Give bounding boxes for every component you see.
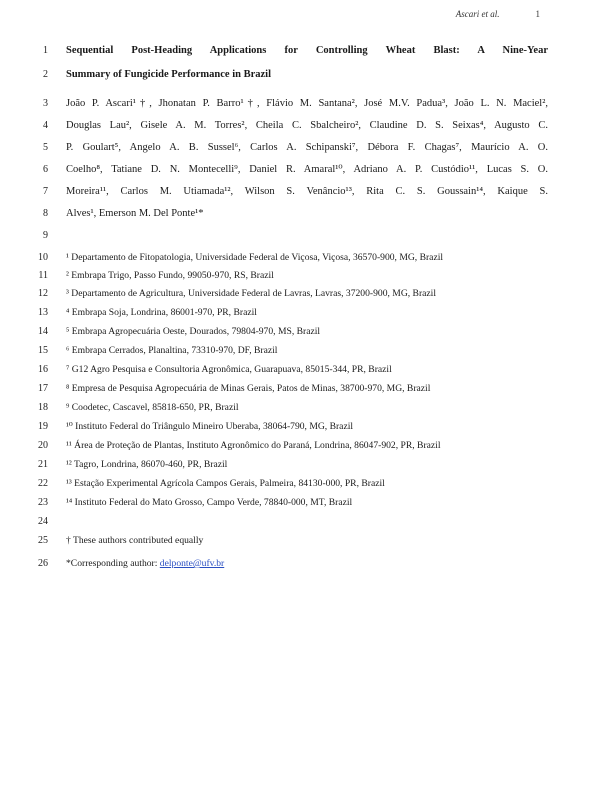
line-text: Douglas Lau², Gisele A. M. Torres², Cheila C. Sbalcheiro², Claudine D. S. Seixas⁴, Augusto C. xyxy=(66,120,548,131)
manuscript-line xyxy=(0,476,600,492)
manuscript-line xyxy=(0,533,600,549)
manuscript-line xyxy=(0,556,600,572)
line-text: ¹⁰ Instituto Federal do Triângulo Mineiro Uberaba, 38064-790, MG, Brazil xyxy=(66,421,354,432)
line-text: ⁷ G12 Agro Pesquisa e Consultoria Agronômica, Guarapuava, 85015-344, PR, Brazil xyxy=(66,364,392,375)
line-number: 18 xyxy=(38,402,48,413)
line-text: ¹ Departamento de Fitopatologia, Universidade Federal de Viçosa, Viçosa, 36570-900, MG, Brazil xyxy=(66,252,444,263)
line-text: ⁵ Embrapa Agropecuária Oeste, Dourados, 79804-970, MS, Brazil xyxy=(66,326,321,337)
line-number: 20 xyxy=(38,440,48,451)
line-number: 16 xyxy=(38,364,48,375)
manuscript-line xyxy=(0,67,600,83)
line-number: 10 xyxy=(38,252,48,263)
manuscript-line xyxy=(0,381,600,397)
line-text: ¹² Tagro, Londrina, 86070-460, PR, Brazil xyxy=(66,459,228,470)
manuscript-line xyxy=(0,324,600,340)
manuscript-line xyxy=(0,184,600,200)
line-number: 17 xyxy=(38,383,48,394)
line-number: 7 xyxy=(43,186,48,197)
line-text: ⁹ Coodetec, Cascavel, 85818-650, PR, Brazil xyxy=(66,402,239,413)
line-number: 23 xyxy=(38,497,48,508)
line-text: P. Goulart⁵, Angelo A. B. Sussel⁶, Carlos A. Schipanski⁷, Débora F. Chagas⁷, Maurício A. O. xyxy=(66,142,548,153)
line-text: ³ Departamento de Agricultura, Universidade Federal de Lavras, Lavras, 37200-900, MG, Brazil xyxy=(66,288,436,299)
line-number: 3 xyxy=(43,98,48,109)
manuscript-line xyxy=(0,438,600,454)
manuscript-line xyxy=(0,162,600,178)
line-number: 26 xyxy=(38,558,48,569)
manuscript-line xyxy=(0,457,600,473)
line-number: 24 xyxy=(38,516,48,527)
line-text: ² Embrapa Trigo, Passo Fundo, 99050-970, RS, Brazil xyxy=(66,270,274,281)
line-text: ⁸ Empresa de Pesquisa Agropecuária de Minas Gerais, Patos de Minas, 38700-970, MG, Brazil xyxy=(66,383,431,394)
line-text: † These authors contributed equally xyxy=(66,535,204,546)
line-text: Coelho⁸, Tatiane D. N. Montecelli⁹, Daniel R. Amaral¹⁰, Adriano A. P. Custódio¹¹, Lucas S. O. xyxy=(66,164,548,175)
line-number: 4 xyxy=(43,120,48,131)
page-number: 1 xyxy=(535,9,540,19)
line-number: 5 xyxy=(43,142,48,153)
manuscript-line xyxy=(0,43,600,59)
manuscript-line xyxy=(0,118,600,134)
line-number: 9 xyxy=(43,230,48,241)
running-head xyxy=(456,9,540,19)
manuscript-line xyxy=(0,419,600,435)
manuscript-line xyxy=(0,96,600,112)
line-text: ⁶ Embrapa Cerrados, Planaltina, 73310-970, DF, Brazil xyxy=(66,345,278,356)
manuscript-line xyxy=(0,495,600,511)
line-text: ⁴ Embrapa Soja, Londrina, 86001-970, PR, Brazil xyxy=(66,307,257,318)
line-number: 8 xyxy=(43,208,48,219)
line-text: Alves¹, Emerson M. Del Ponte¹* xyxy=(66,208,204,219)
line-number: 21 xyxy=(38,459,48,470)
line-text: ¹¹ Área de Proteção de Plantas, Instituto Agronômico do Paraná, Londrina, 86047-902, PR, Brazil xyxy=(66,440,441,451)
line-text: Moreira¹¹, Carlos M. Utiamada¹², Wilson S. Venâncio¹³, Rita C. S. Goussain¹⁴, Kaique S. xyxy=(66,186,548,197)
manuscript-line xyxy=(0,400,600,416)
manuscript-line xyxy=(0,206,600,222)
line-text: Sequential Post-Heading Applications for Controlling Wheat Blast: A Nine-Year xyxy=(66,45,548,56)
manuscript-line xyxy=(0,268,600,284)
manuscript-line xyxy=(0,362,600,378)
running-head-author: Ascari et al. xyxy=(455,9,500,19)
line-text: Summary of Fungicide Performance in Brazil xyxy=(66,69,272,80)
manuscript-line xyxy=(0,305,600,321)
manuscript-line xyxy=(0,250,600,266)
line-number: 1 xyxy=(43,45,48,56)
line-number: 15 xyxy=(38,345,48,356)
line-number: 6 xyxy=(43,164,48,175)
email-link[interactable]: delponte@ufv.br xyxy=(159,558,225,569)
manuscript-line xyxy=(0,514,600,530)
line-number: 11 xyxy=(38,270,48,281)
line-number: 14 xyxy=(38,326,48,337)
corresponding-label: *Corresponding author: xyxy=(66,558,160,569)
manuscript-line xyxy=(0,286,600,302)
manuscript-line xyxy=(0,140,600,156)
manuscript-line xyxy=(0,343,600,359)
line-number: 22 xyxy=(38,478,48,489)
line-text xyxy=(66,556,548,572)
line-text: ¹⁴ Instituto Federal do Mato Grosso, Campo Verde, 78840-000, MT, Brazil xyxy=(66,497,353,508)
line-number: 2 xyxy=(43,69,48,80)
line-text: João P. Ascari¹†, Jhonatan P. Barro¹†, Flávio M. Santana², José M.V. Padua³, João L. N. Maciel², xyxy=(66,98,548,109)
line-number: 19 xyxy=(38,421,48,432)
line-number: 12 xyxy=(38,288,48,299)
line-number: 25 xyxy=(38,535,48,546)
line-text: ¹³ Estação Experimental Agrícola Campos Gerais, Palmeira, 84130-000, PR, Brazil xyxy=(66,478,385,489)
manuscript-line xyxy=(0,228,600,244)
line-number: 13 xyxy=(38,307,48,318)
